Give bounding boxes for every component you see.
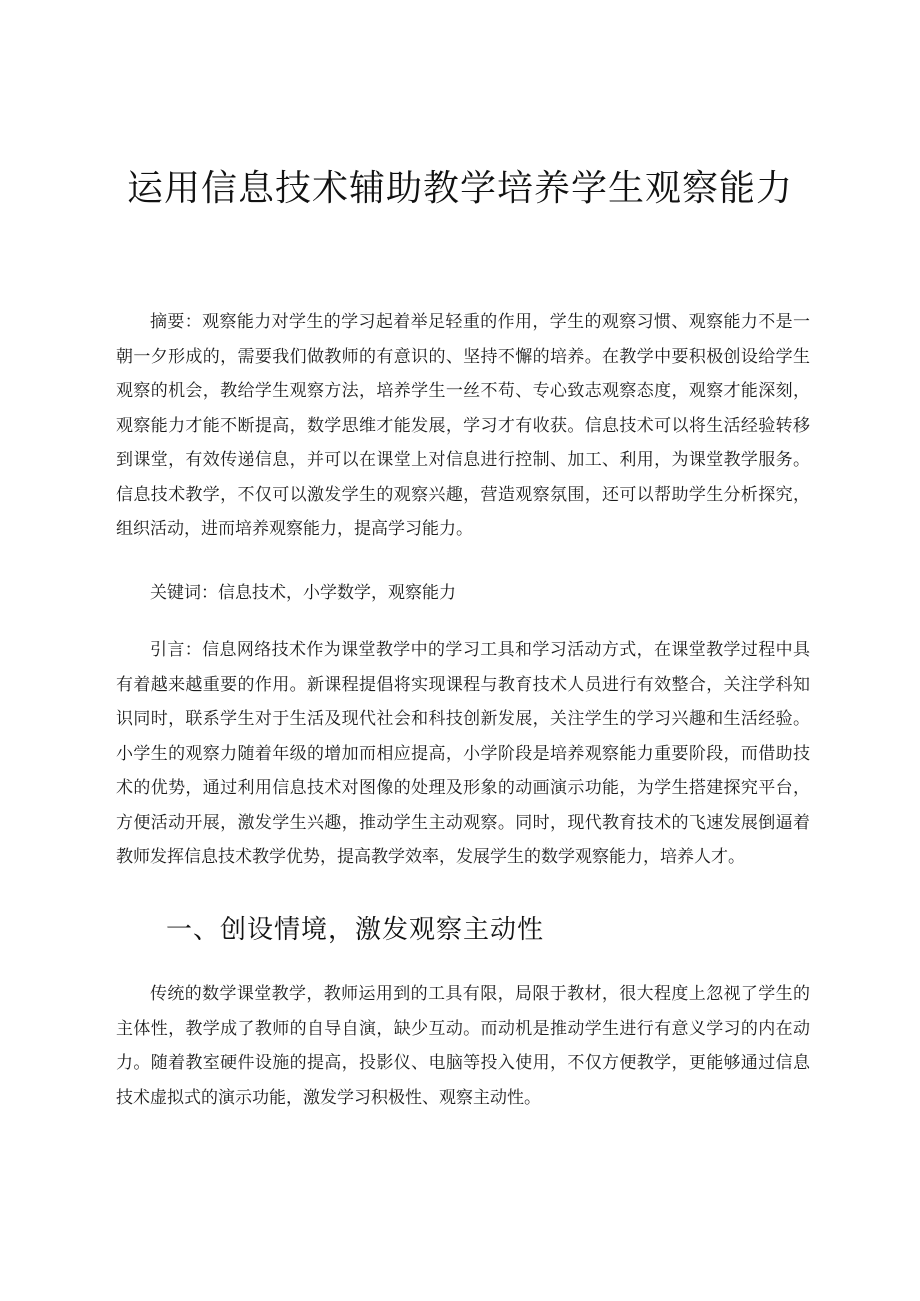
abstract-paragraph [116,305,810,547]
introduction-paragraph [116,633,810,875]
keywords-label: 关键词： [150,583,218,603]
keywords-paragraph [116,576,810,611]
abstract-text: 观察能力对学生的学习起着举足轻重的作用，学生的观察习惯、观察能力不是一朝一夕形成的，需要我们做教师的有意识的、坚持不懈的培养。在教学中要积极创设给学生观察的机会，教给学生观察方法，培养学生一丝不苟、专心致志观察态度，观察才能深刻，观察能力才能不断提高，数学思维才能发展，学习才有收获。信息技术可以将生活经验转移到课堂，有效传递信息，并可以在课堂上对信息进行控制、加工、利用，为课堂教学服务。信息技术教学，不仅可以激发学生的观察兴趣，营造观察氛围，还可以帮助学生分析探究，组织活动，进而培养观察能力，提高学习能力。 [116,312,811,539]
section-heading: 一、创设情境，激发观察主动性 [166,915,545,945]
keywords-text: 信息技术，小学数学，观察能力 [218,583,456,603]
abstract-label: 摘要： [150,312,203,332]
introduction-label: 引言： [150,640,203,660]
introduction-text: 信息网络技术作为课堂教学中的学习工具和学习活动方式，在课堂教学过程中具有着越来越重要的作用。新课程提倡将实现课程与教育技术人员进行有效整合，关注学科知识同时，联系学生对于生活及现代社会和科技创新发展，关注学生的学习兴趣和生活经验。小学生的观察力随着年级的增加而相应提高，小学阶段是培养观察能力重要阶段，而借助技术的优势，通过利用信息技术对图像的处理及形象的动画演示功能，为学生搭建探究平台，方便活动开展，激发学生兴趣，推动学生主动观察。同时，现代教育技术的飞速发展倒逼着教师发挥信息技术教学优势，提高教学效率，发展学生的数学观察能力，培养人才。 [116,640,811,867]
document-title: 运用信息技术辅助教学培养学生观察能力 [126,168,793,209]
section-paragraph: 传统的数学课堂教学，教师运用到的工具有限，局限于教材，很大程度上忽视了学生的主体性，教学成了教师的自导自演，缺少互动。而动机是推动学生进行有意义学习的内在动力。随着教室硬件设施的提高，投影仪、电脑等投入使用，不仅方便教学，更能够通过信息技术虚拟式的演示功能，激发学习积极性、观察主动性。 [116,984,810,1108]
